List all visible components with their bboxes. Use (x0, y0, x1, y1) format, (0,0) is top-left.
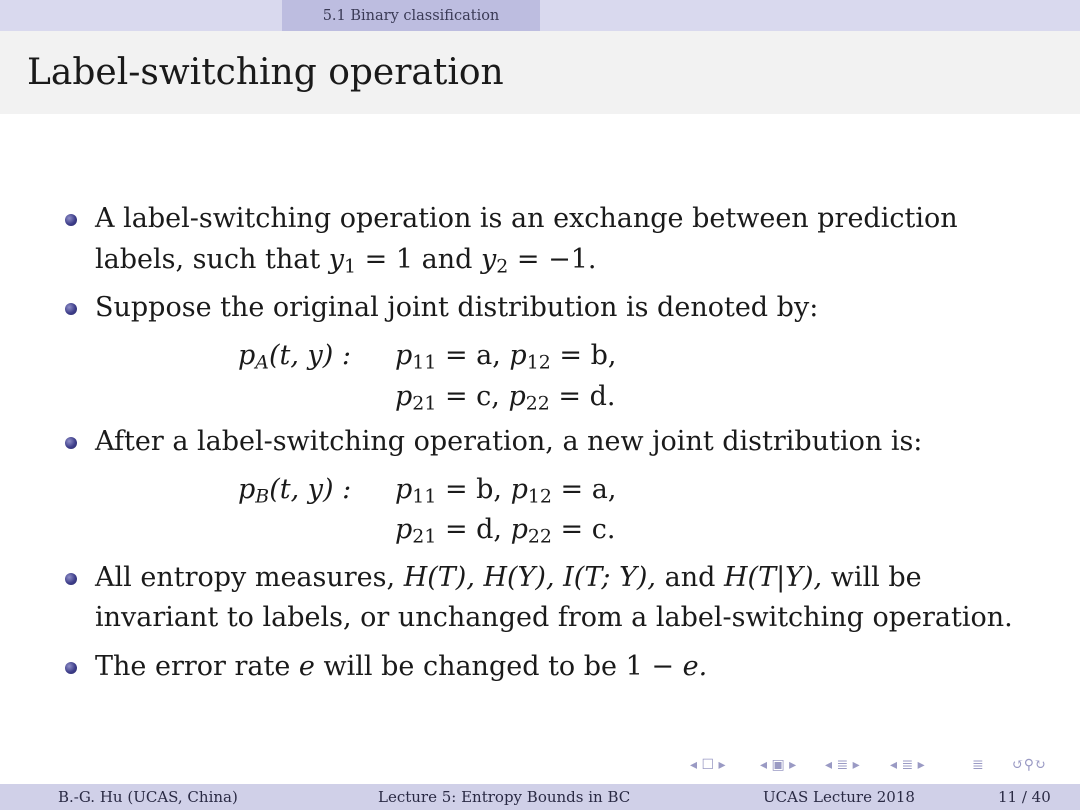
nav-frame-icon[interactable]: ◂ ▣ ▸ (760, 757, 797, 773)
equation-pB-row-2: $p_{21} = d$, $p_{22} = c$. (395, 514, 616, 548)
footer-bar (0, 784, 1080, 810)
equation-pA-row-2: $p_{21} = c$, $p_{22} = d$. (395, 381, 616, 415)
header-nav-bar (0, 0, 1080, 31)
bullet-icon (65, 573, 77, 585)
bullet-icon (65, 214, 77, 226)
equation-pB-lhs: pB(t, y) : (238, 474, 352, 508)
frame-title: Label-switching operation (27, 52, 504, 93)
bullet-3-text: After a label-switching operation, a new joint distribution is: (95, 426, 923, 457)
footer-page-number: 11 / 40 (998, 788, 1051, 806)
section-link[interactable]: 5.1 Binary classification (282, 0, 540, 31)
footer-lecture: Lecture 5: Entropy Bounds in BC (378, 788, 631, 806)
nav-section-icon[interactable]: ◂ ≣ ▸ (890, 757, 925, 773)
footer-course: UCAS Lecture 2018 (763, 788, 915, 806)
bullet-5-text: The error rate e will be changed to be 1 − e. (95, 651, 708, 682)
nav-toc-icon[interactable]: ≣ (972, 757, 984, 773)
bullet-2-text: Suppose the original joint distribution is denoted by: (95, 292, 819, 323)
footer-author: B.-G. Hu (UCAS, China) (58, 788, 238, 806)
equation-pA-lhs: pA(t, y) : (238, 340, 351, 374)
frame-title-bar (0, 31, 1080, 114)
equation-pB-row-1: $p_{11} = b$, $p_{12} = a$, (395, 474, 617, 508)
nav-first-icon[interactable]: ◂ ☐ ▸ (690, 757, 726, 773)
equation-pA-row-1: $p_{11} = a$, $p_{12} = b$, (395, 340, 617, 374)
bullet-4-line-2: invariant to labels, or unchanged from a label-switching operation. (95, 602, 1013, 633)
bullet-1-line-1: A label-switching operation is an exchange between prediction (95, 203, 958, 234)
bullet-1-line-2: labels, such that $y_1 = 1$ and $y_2 = -1$. (95, 244, 597, 278)
bullet-icon (65, 662, 77, 674)
nav-subsection-icon[interactable]: ◂ ≣ ▸ (825, 757, 860, 773)
bullet-icon (65, 303, 77, 315)
bullet-icon (65, 437, 77, 449)
beamer-nav-symbols (690, 757, 1075, 779)
nav-search-icon[interactable]: ↺⚲↻ (1012, 757, 1046, 773)
bullet-4-line-1: All entropy measures, H(T), H(Y), I(T; Y), and H(T|Y), will be (95, 562, 922, 593)
